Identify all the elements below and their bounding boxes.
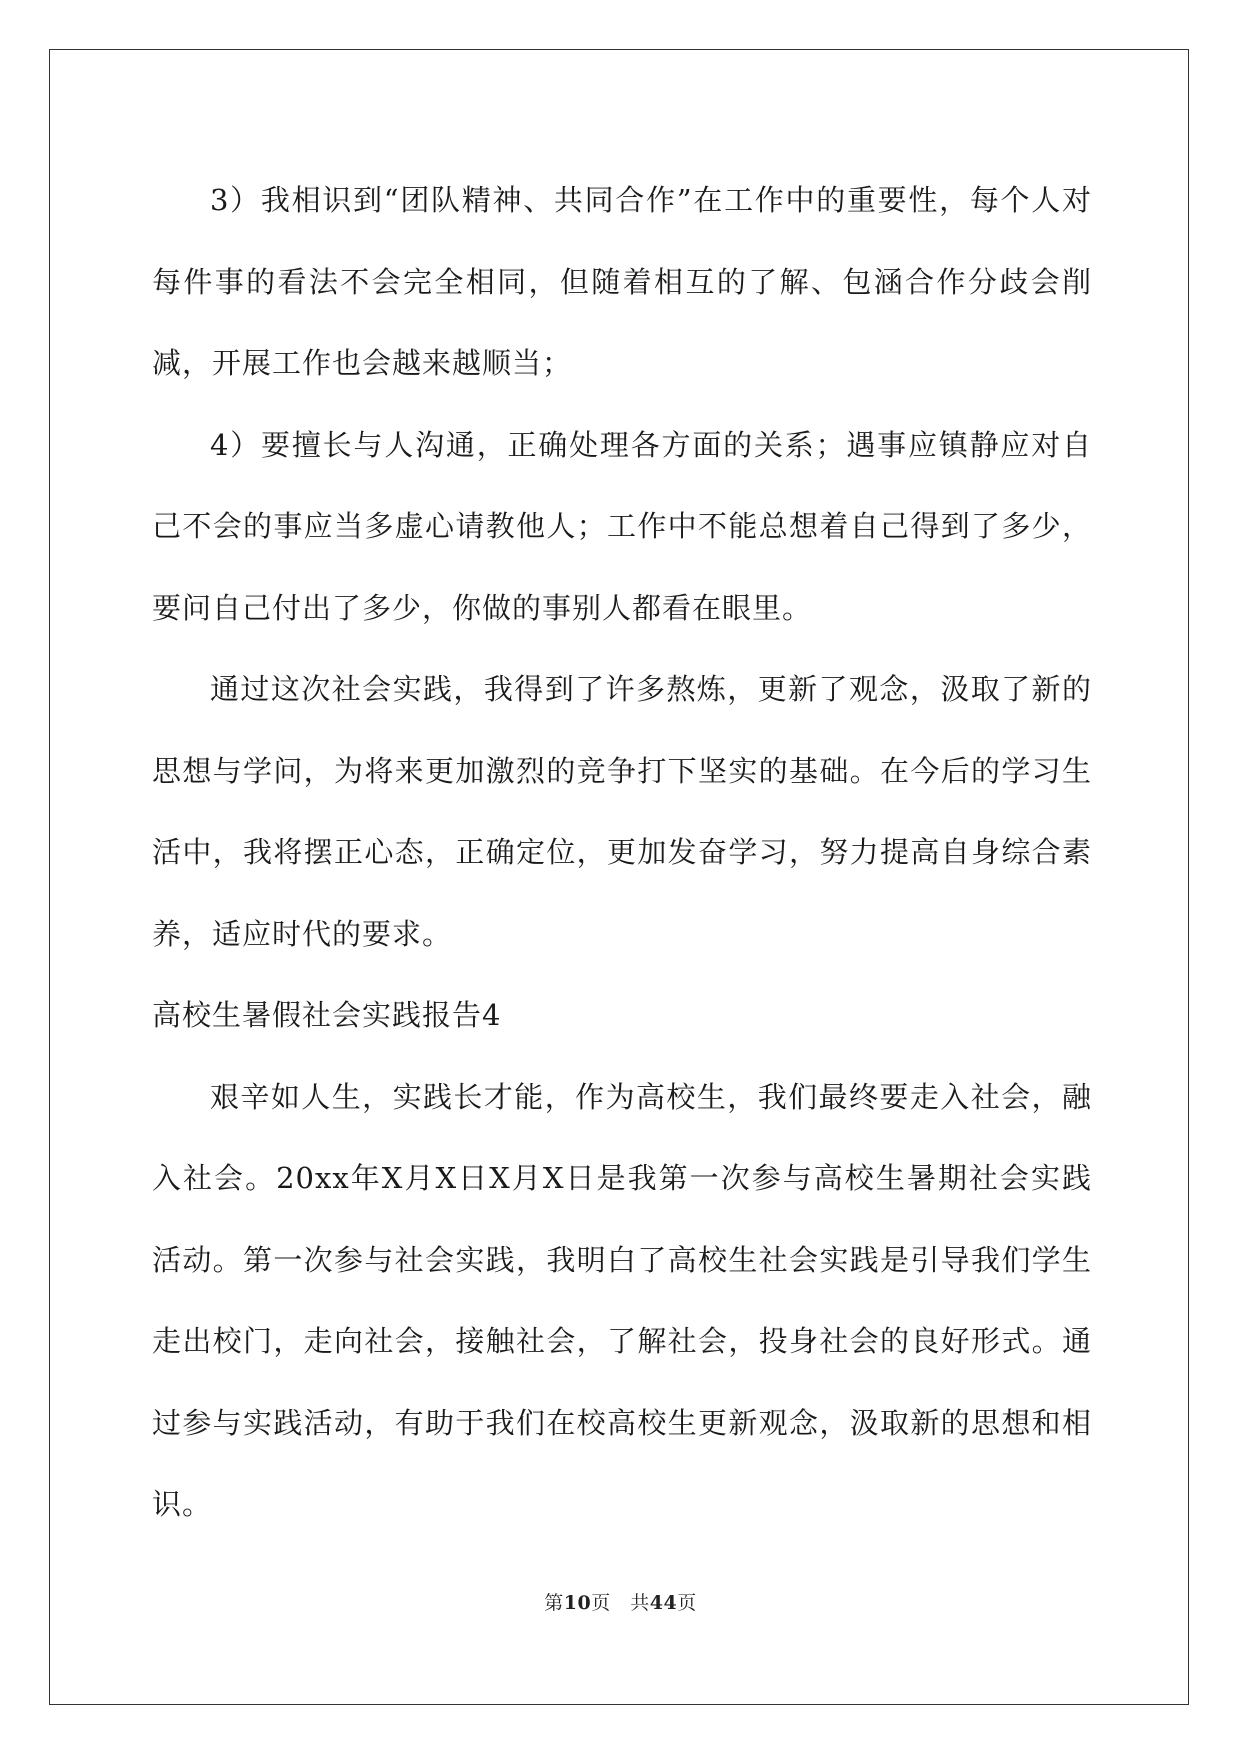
paragraph-teamwork: 3）我相识到“团队精神、共同合作”在工作中的重要性，每个人对每件事的看法不会完全相同，但随着相互的了解、包涵合作分歧会削减，开展工作也会越来越顺当；	[152, 183, 1092, 380]
footer-suffix: 页	[677, 1592, 697, 1614]
document-body	[152, 160, 1092, 1546]
paragraph-communication: 4）要擅长与人沟通，正确处理各方面的关系；遇事应镇静应对自己不会的事应当多虚心请教他人；工作中不能总想着自己得到了多少，要问自己付出了多少，你做的事别人都看在眼里。	[152, 427, 1092, 625]
current-page-number: 10	[563, 1592, 592, 1614]
paragraph-conclusion: 通过这次社会实践，我得到了许多熬炼，更新了观念，汲取了新的思想与学问，为将来更加激烈的竞争打下坚实的基础。在今后的学习生活中，我将摆正心态，正确定位，更加发奋学习，努力提高自身综合素养，适应时代的要求。	[152, 672, 1092, 951]
footer-prefix: 第	[544, 1592, 564, 1614]
footer-middle: 页 共	[591, 1592, 650, 1614]
paragraph-section-intro: 艰辛如人生，实践长才能，作为高校生，我们最终要走入社会，融入社会。20xx年X月X日X月X日是我第一次参与高校生暑期社会实践活动。第一次参与社会实践，我明白了高校生社会实践是引导我们学生走出校门，走向社会，接触社会，了解社会，投身社会的良好形式。通过参与实践活动，有助于我们在校高校生更新观念，汲取新的思想和相识。	[152, 1079, 1092, 1521]
total-pages-number: 44	[649, 1592, 678, 1614]
page-footer	[0, 1588, 1241, 1615]
section-title: 高校生暑假社会实践报告4	[152, 998, 502, 1032]
